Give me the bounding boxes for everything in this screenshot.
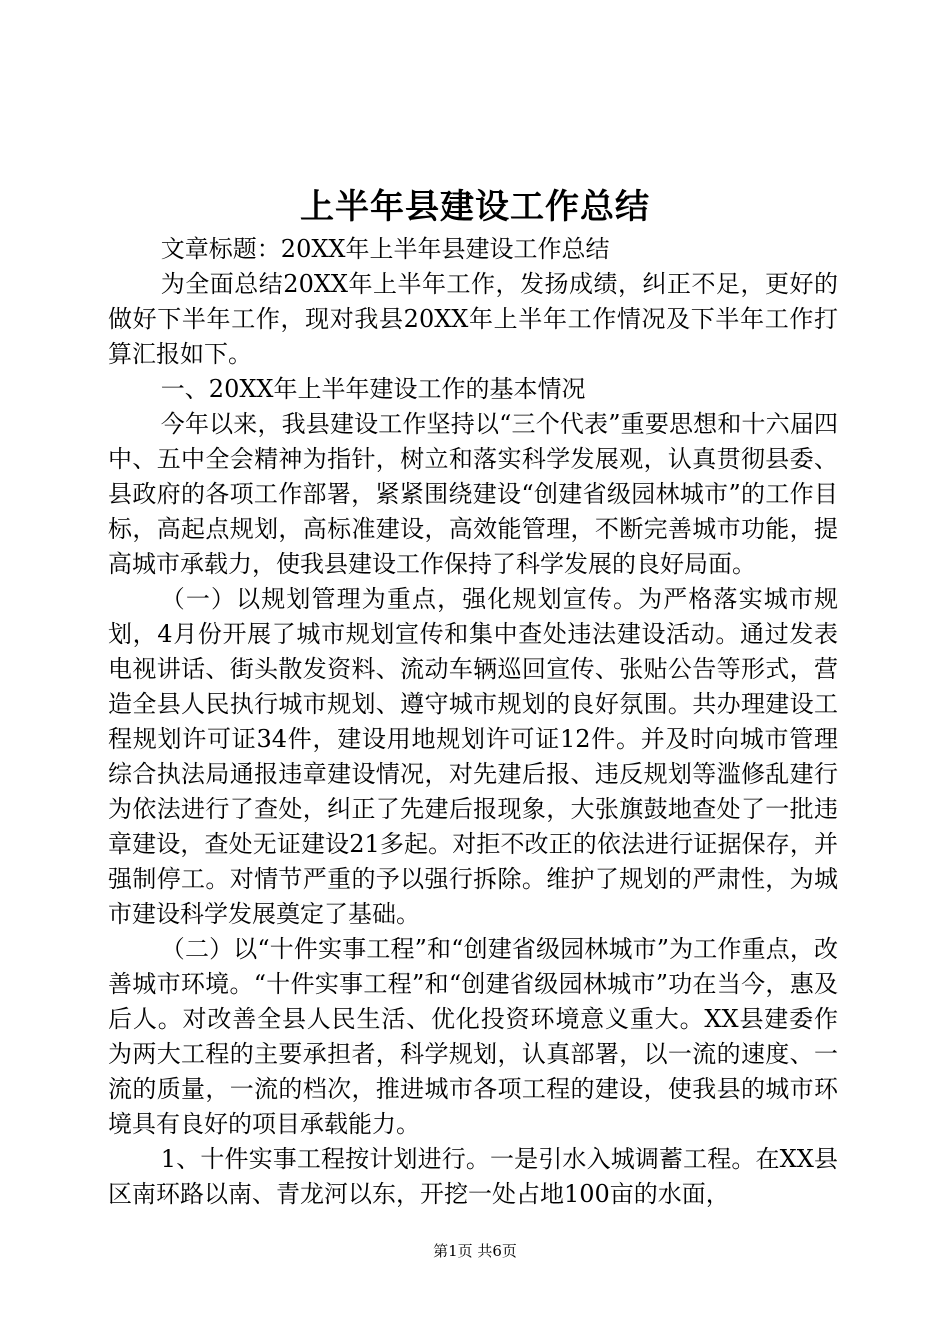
page-number-footer: 第1页 共6页 xyxy=(433,1242,517,1260)
projects-paragraph: 1、十件实事工程按计划进行。一是引水入城调蓄工程。在XX县区南环路以南、青龙河以东，开挖一处占地100亩的水面， xyxy=(108,1145,838,1208)
city-environment-paragraph: （二）以“十件实事工程”和“创建省级园林城市”为工作重点，改善城市环境。“十件实事工程”和“创建省级园林城市”功在当今，惠及后人。对改善全县人民生活、优化投资环境意义重大。XX县建委作为两大工程的主要承担者，科学规划，认真部署，以一流的速度、一流的质量，一流的档次，推进城市各项工程的建设，使我县的城市环境具有良好的项目承载能力。 xyxy=(108,935,838,1138)
document-title: 上半年县建设工作总结 xyxy=(300,187,650,227)
section-heading: 一、20XX年上半年建设工作的基本情况 xyxy=(160,375,586,403)
article-heading-line: 文章标题：20XX年上半年县建设工作总结 xyxy=(160,235,610,263)
document-body xyxy=(108,232,838,1212)
overview-paragraph: 今年以来，我县建设工作坚持以“三个代表”重要思想和十六届四中、五中全会精神为指针，树立和落实科学发展观，认真贯彻县委、县政府的各项工作部署，紧紧围绕建设“创建省级园林城市”的工作目标，高起点规划，高标准建设，高效能管理，不断完善城市功能，提高城市承载力，使我县建设工作保持了科学发展的良好局面。 xyxy=(108,410,838,578)
planning-paragraph: （一）以规划管理为重点，强化规划宣传。为严格落实城市规划，4月份开展了城市规划宣传和集中查处违法建设活动。通过发表电视讲话、街头散发资料、流动车辆巡回宣传、张贴公告等形式，营造全县人民执行城市规划、遵守城市规划的良好氛围。共办理建设工程规划许可证34件，建设用地规划许可证12件。并及时向城市管理综合执法局通报违章建设情况，对先建后报、违反规划等滥修乱建行为依法进行了查处，纠正了先建后报现象，大张旗鼓地查处了一批违章建设，查处无证建设21多起。对拒不改正的依法进行证据保存，并强制停工。对情节严重的予以强行拆除。维护了规划的严肃性，为城市建设科学发展奠定了基础。 xyxy=(108,585,838,928)
intro-paragraph: 为全面总结20XX年上半年工作，发扬成绩，纠正不足，更好的做好下半年工作，现对我县20XX年上半年工作情况及下半年工作打算汇报如下。 xyxy=(108,270,838,368)
